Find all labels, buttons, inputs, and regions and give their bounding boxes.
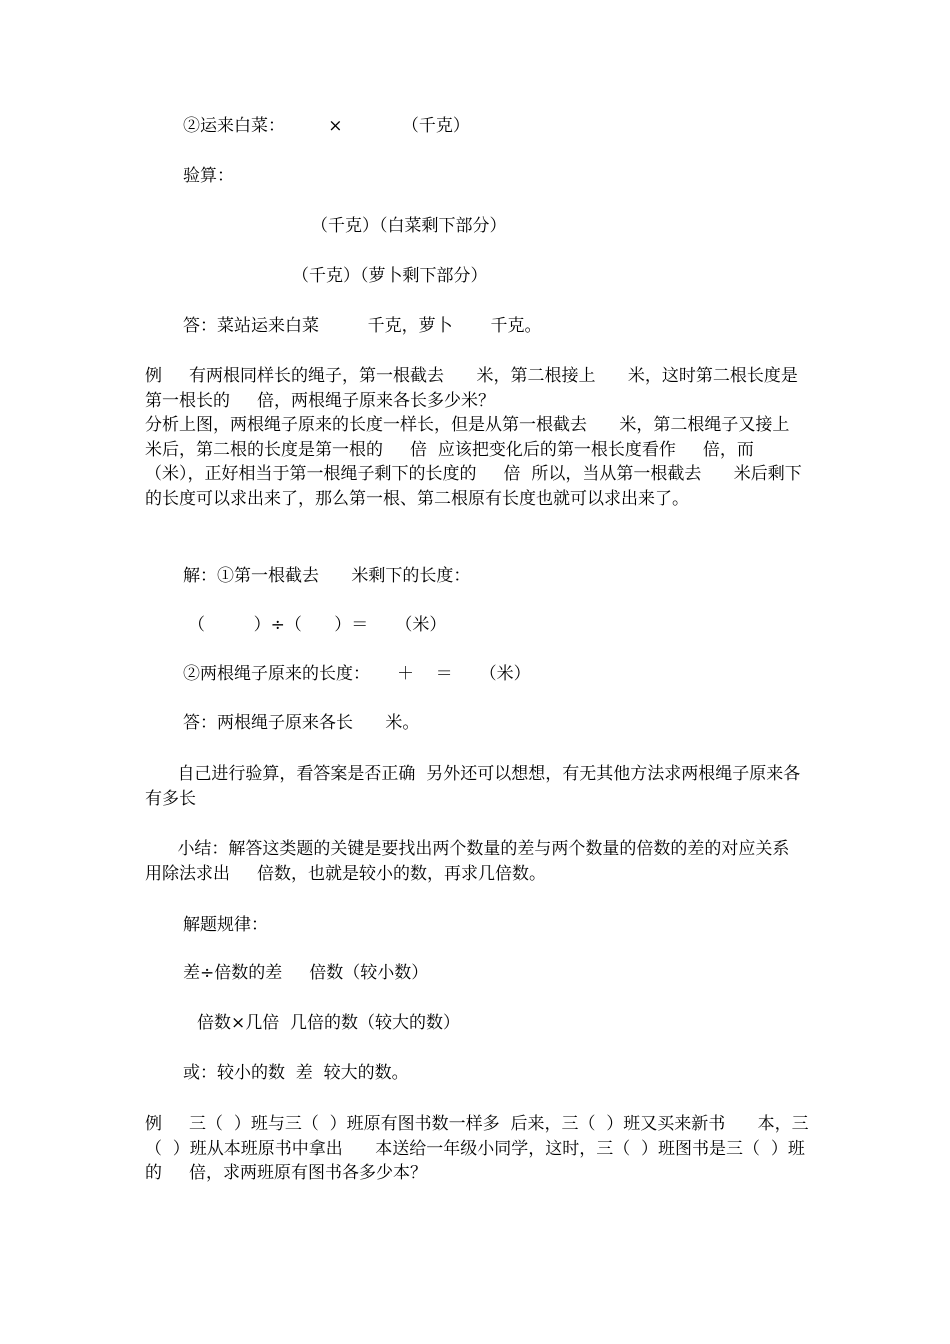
rules-heading: 解题规律： [183,915,268,935]
division-expression: （ ）÷（ ）＝ （米） [188,615,447,635]
check-cabbage-line: （千克）（白菜剩下部分） [311,216,507,236]
rule-2: 倍数×几倍 几倍的数（较大的数） [197,1013,461,1033]
check-label: 验算： [183,166,234,186]
summary-paragraph: 小结：解答这类题的关键是要找出两个数量的差与两个数量的倍数的差的对应关系 用除法求出 倍数，也就是较小的数，再求几倍数。 [145,839,801,884]
example-books-problem: 例 三（ ）班与三（ ）班原有图书数一样多 后来，三（ ）班又买来新书 本，三（ ）班从本班原书中拿出 本送给一年级小同学，这时，三（ ）班图书是三（ ）班的 倍，求两班原有图书各多少本？ [145,1114,809,1183]
self-check-paragraph: 自己进行验算，看答案是否正确 另外还可以想想，有无其他方法求两根绳子原来各有多长 [145,764,801,809]
solution-step-2: ②两根绳子原来的长度： ＋ ＝ （米） [183,664,531,684]
solution-step-1: 解：①第一根截去 米剩下的长度： [183,566,471,586]
rule-1: 差÷倍数的差 倍数（较小数） [183,963,429,983]
rule-3: 或：较小的数 差 较大的数。 [183,1063,409,1083]
answer-line-1: 答：菜站运来白菜 千克，萝卜 千克。 [183,316,542,336]
step-2-cabbage-line: ②运来白菜： × （千克） [183,116,470,136]
check-radish-line: （千克）（萝卜剩下部分） [292,266,488,286]
example-rope-problem: 例 有两根同样长的绳子，第一根截去 米，第二根接上 米，这时第二根长度是第一根长的 倍，两根绳子原来各长多少米？ [145,366,798,411]
answer-line-2: 答：两根绳子原来各长 米。 [183,713,420,733]
analysis-paragraph: 分析上图，两根绳子原来的长度一样长，但是从第一根截去 米，第二根绳子又接上 米后，第二根的长度是第一根的 倍 应该把变化后的第一根长度看作 倍，而 （米），正好相当于第一根绳子剩下的长度的 倍 所以，当从第一根截去 米后剩下的长度可以求出来了，那么第一根、第二根原有长度也就可以求出来了。 [145,415,841,509]
